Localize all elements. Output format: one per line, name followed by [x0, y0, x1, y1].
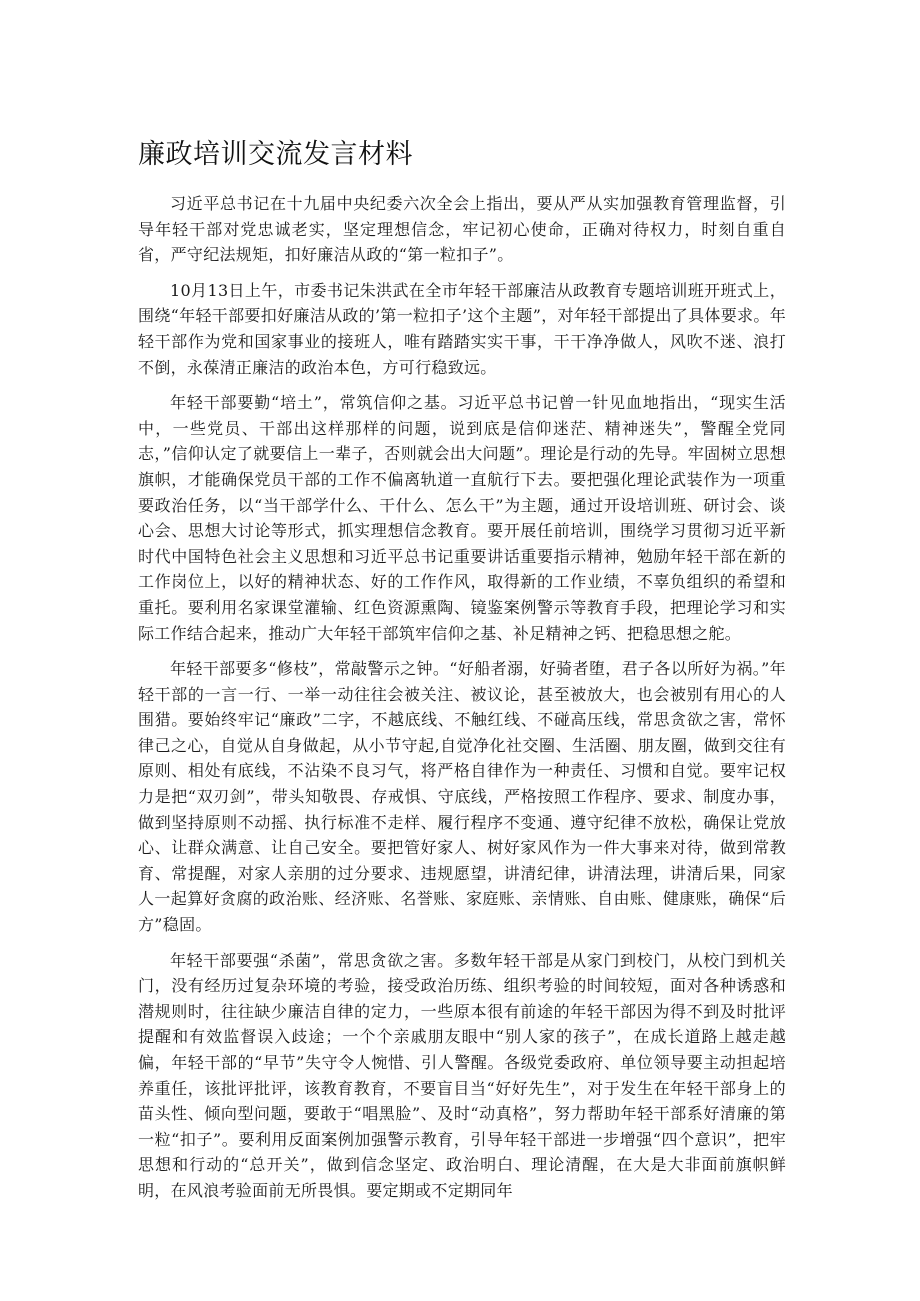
document-page [138, 138, 786, 1214]
paragraph-training-event: 10月13日上午，市委书记朱洪武在全市年轻干部廉洁从政教育专题培训班开班式上，围绕“年轻干部要扣好廉洁从政的’第一粒扣子’这个主题”，对年轻干部提出了具体要求。年轻干部作为党和国家事业的接班人，唯有踏踏实实干事，干干净净做人，风吹不迷、浪打不倒，永葆清正廉洁的政治本色，方可行稳致远。 [138, 280, 786, 377]
paragraph-intro: 习近平总书记在十九届中央纪委六次全会上指出，要从严从实加强教育管理监督，引导年轻干部对党忠诚老实，坚定理想信念，牢记初心使命，正确对待权力，时刻自重自省，严守纪法规矩，扣好廉洁从政的“第一粒扣子”。 [138, 194, 786, 265]
document-title: 廉政培训交流发言材料 [138, 139, 413, 170]
paragraph-greed-harm: 年轻干部要强“杀菌”，常思贪欲之害。多数年轻干部是从家门到校门，从校门到机关门，没有经历过复杂环境的考验，接受政治历练、组织考验的时间较短，面对各种诱惑和潜规则时，往往缺少廉洁自律的定力，一些原本很有前途的年轻干部因为得不到及时批评提醒和有效监督误入歧途；一个个亲戚朋友眼中“别人家的孩子”，在成长道路上越走越偏，年轻干部的“早节”失守令人惋惜、引人警醒。各级党委政府、单位领导要主动担起培养重任，该批评批评，该教育教育，不要盲目当“好好先生”，对于发生在年轻干部身上的苗头性、倾向型问题，要敢于“唱黑脸”、及时“动真格”，努力帮助年轻干部系好清廉的第一粒“扣子”。要利用反面案例加强警示教育，引导年轻干部进一步增强“四个意识”，把牢思想和行动的“总开关”，做到信念坚定、政治明白、理论清醒，在大是大非面前旗帜鲜明，在风浪考验面前无所畏惧。要定期或不定期同年 [138, 950, 786, 1200]
paragraph-belief-foundation: 年轻干部要勤“培土”，常筑信仰之基。习近平总书记曾一针见血地指出，“现实生活中，一些党员、干部出这样那样的问题，说到底是信仰迷茫、精神迷失”，警醒全党同志，”信仰认定了就要信上一辈子，否则就会出大问题”。理论是行动的先导。牢固树立思想旗帜，才能确保党员干部的工作不偏离轨道一直航行下去。要把强化理论武装作为一项重要政治任务，以“当干部学什么、干什么、怎么干”为主题，通过开设培训班、研讨会、谈心会、思想大讨论等形式，抓实理想信念教育。要开展任前培训，围绕学习贯彻习近平新时代中国特色社会主义思想和习近平总书记重要讲话重要指示精神，勉励年轻干部在新的工作岗位上，以好的精神状态、好的工作作风，取得新的工作业绩，不辜负组织的希望和重托。要利用名家课堂灌输、红色资源熏陶、镜鉴案例警示等教育手段，把理论学习和实际工作结合起来，推动广大年轻干部筑牢信仰之基、补足精神之钙、把稳思想之舵。 [138, 393, 786, 643]
paragraph-warning-bell: 年轻干部要多“修枝”，常敲警示之钟。“好船者溺，好骑者堕，君子各以所好为祸。”年轻干部的一言一行、一举一动往往会被关注、被议论，甚至被放大，也会被别有用心的人围猎。要始终牢记“廉政”二字，不越底线、不触红线、不碰高压线，常思贪欲之害，常怀律己之心，自觉从自身做起，从小节守起,自觉净化社交圈、生活圈、朋友圈，做到交往有原则、相处有底线，不沾染不良习气，将严格自律作为一种责任、习惯和自觉。要牢记权力是把“双刃剑”，带头知敬畏、存戒惧、守底线，严格按照工作程序、要求、制度办事，做到坚持原则不动摇、执行标准不走样、履行程序不变通、遵守纪律不放松，确保让党放心、让群众满意、让自己安全。要把管好家人、树好家风作为一件大事来对待，做到常教育、常提醒，对家人亲朋的过分要求、违规愿望，讲清纪律，讲清法理，讲清后果，同家人一起算好贪腐的政治账、经济账、名誉账、家庭账、亲情账、自由账、健康账，确保“后方”稳固。 [138, 659, 786, 935]
